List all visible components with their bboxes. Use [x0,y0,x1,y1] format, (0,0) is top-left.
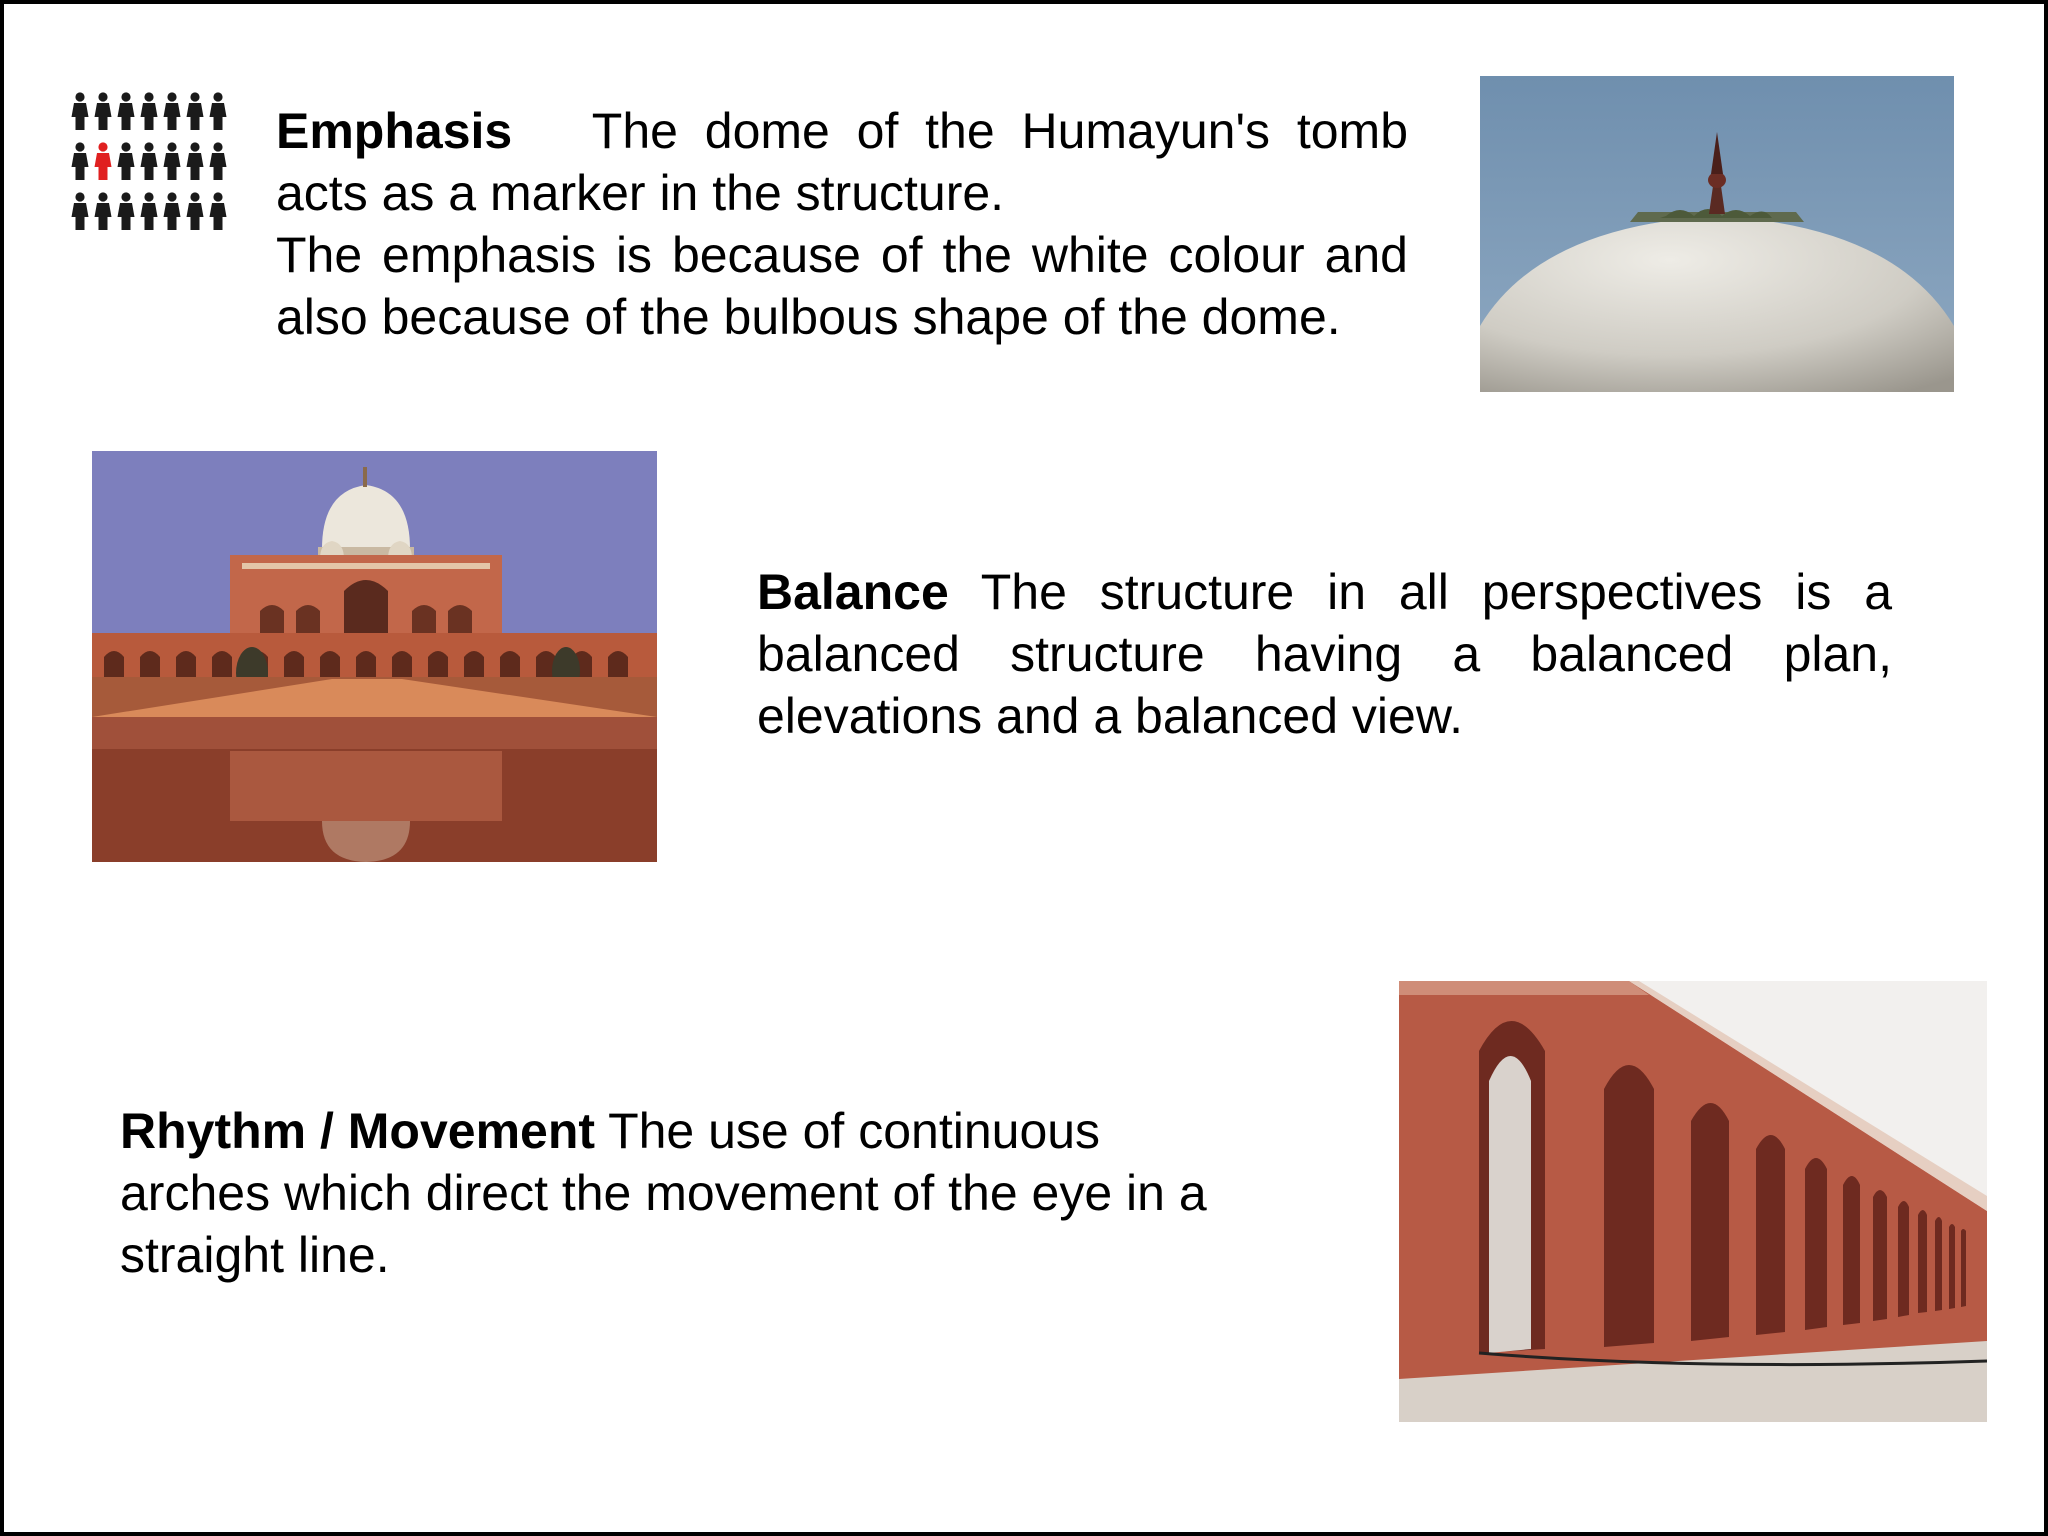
balance-text: The structure in all perspectives is a balanced structure having a balanced plan, elevations and a balanced view. [757,564,1892,744]
balance-heading: Balance [757,564,949,620]
dome-image [1480,76,1954,392]
emphasis-paragraph [276,100,1408,224]
emphasis-heading: Emphasis [276,103,513,159]
humayun-tomb-image [92,451,657,862]
rhythm-text: The use of continuous arches which direct the movement of the eye in a straight line. [120,1103,1207,1283]
emphasis-paragraph-2 [276,224,1408,348]
arches-image [1399,981,1987,1422]
emphasis-text-1: The dome of the Humayun's tomb acts as a marker in the structure. [276,103,1408,221]
rhythm-heading: Rhythm / Movement [120,1103,596,1159]
people-crowd-icon [70,92,232,236]
balance-paragraph [757,561,1892,747]
emphasis-text-2: The emphasis is because of the white colour and also because of the bulbous shape of the dome. [276,227,1408,345]
rhythm-paragraph [120,1100,1210,1286]
